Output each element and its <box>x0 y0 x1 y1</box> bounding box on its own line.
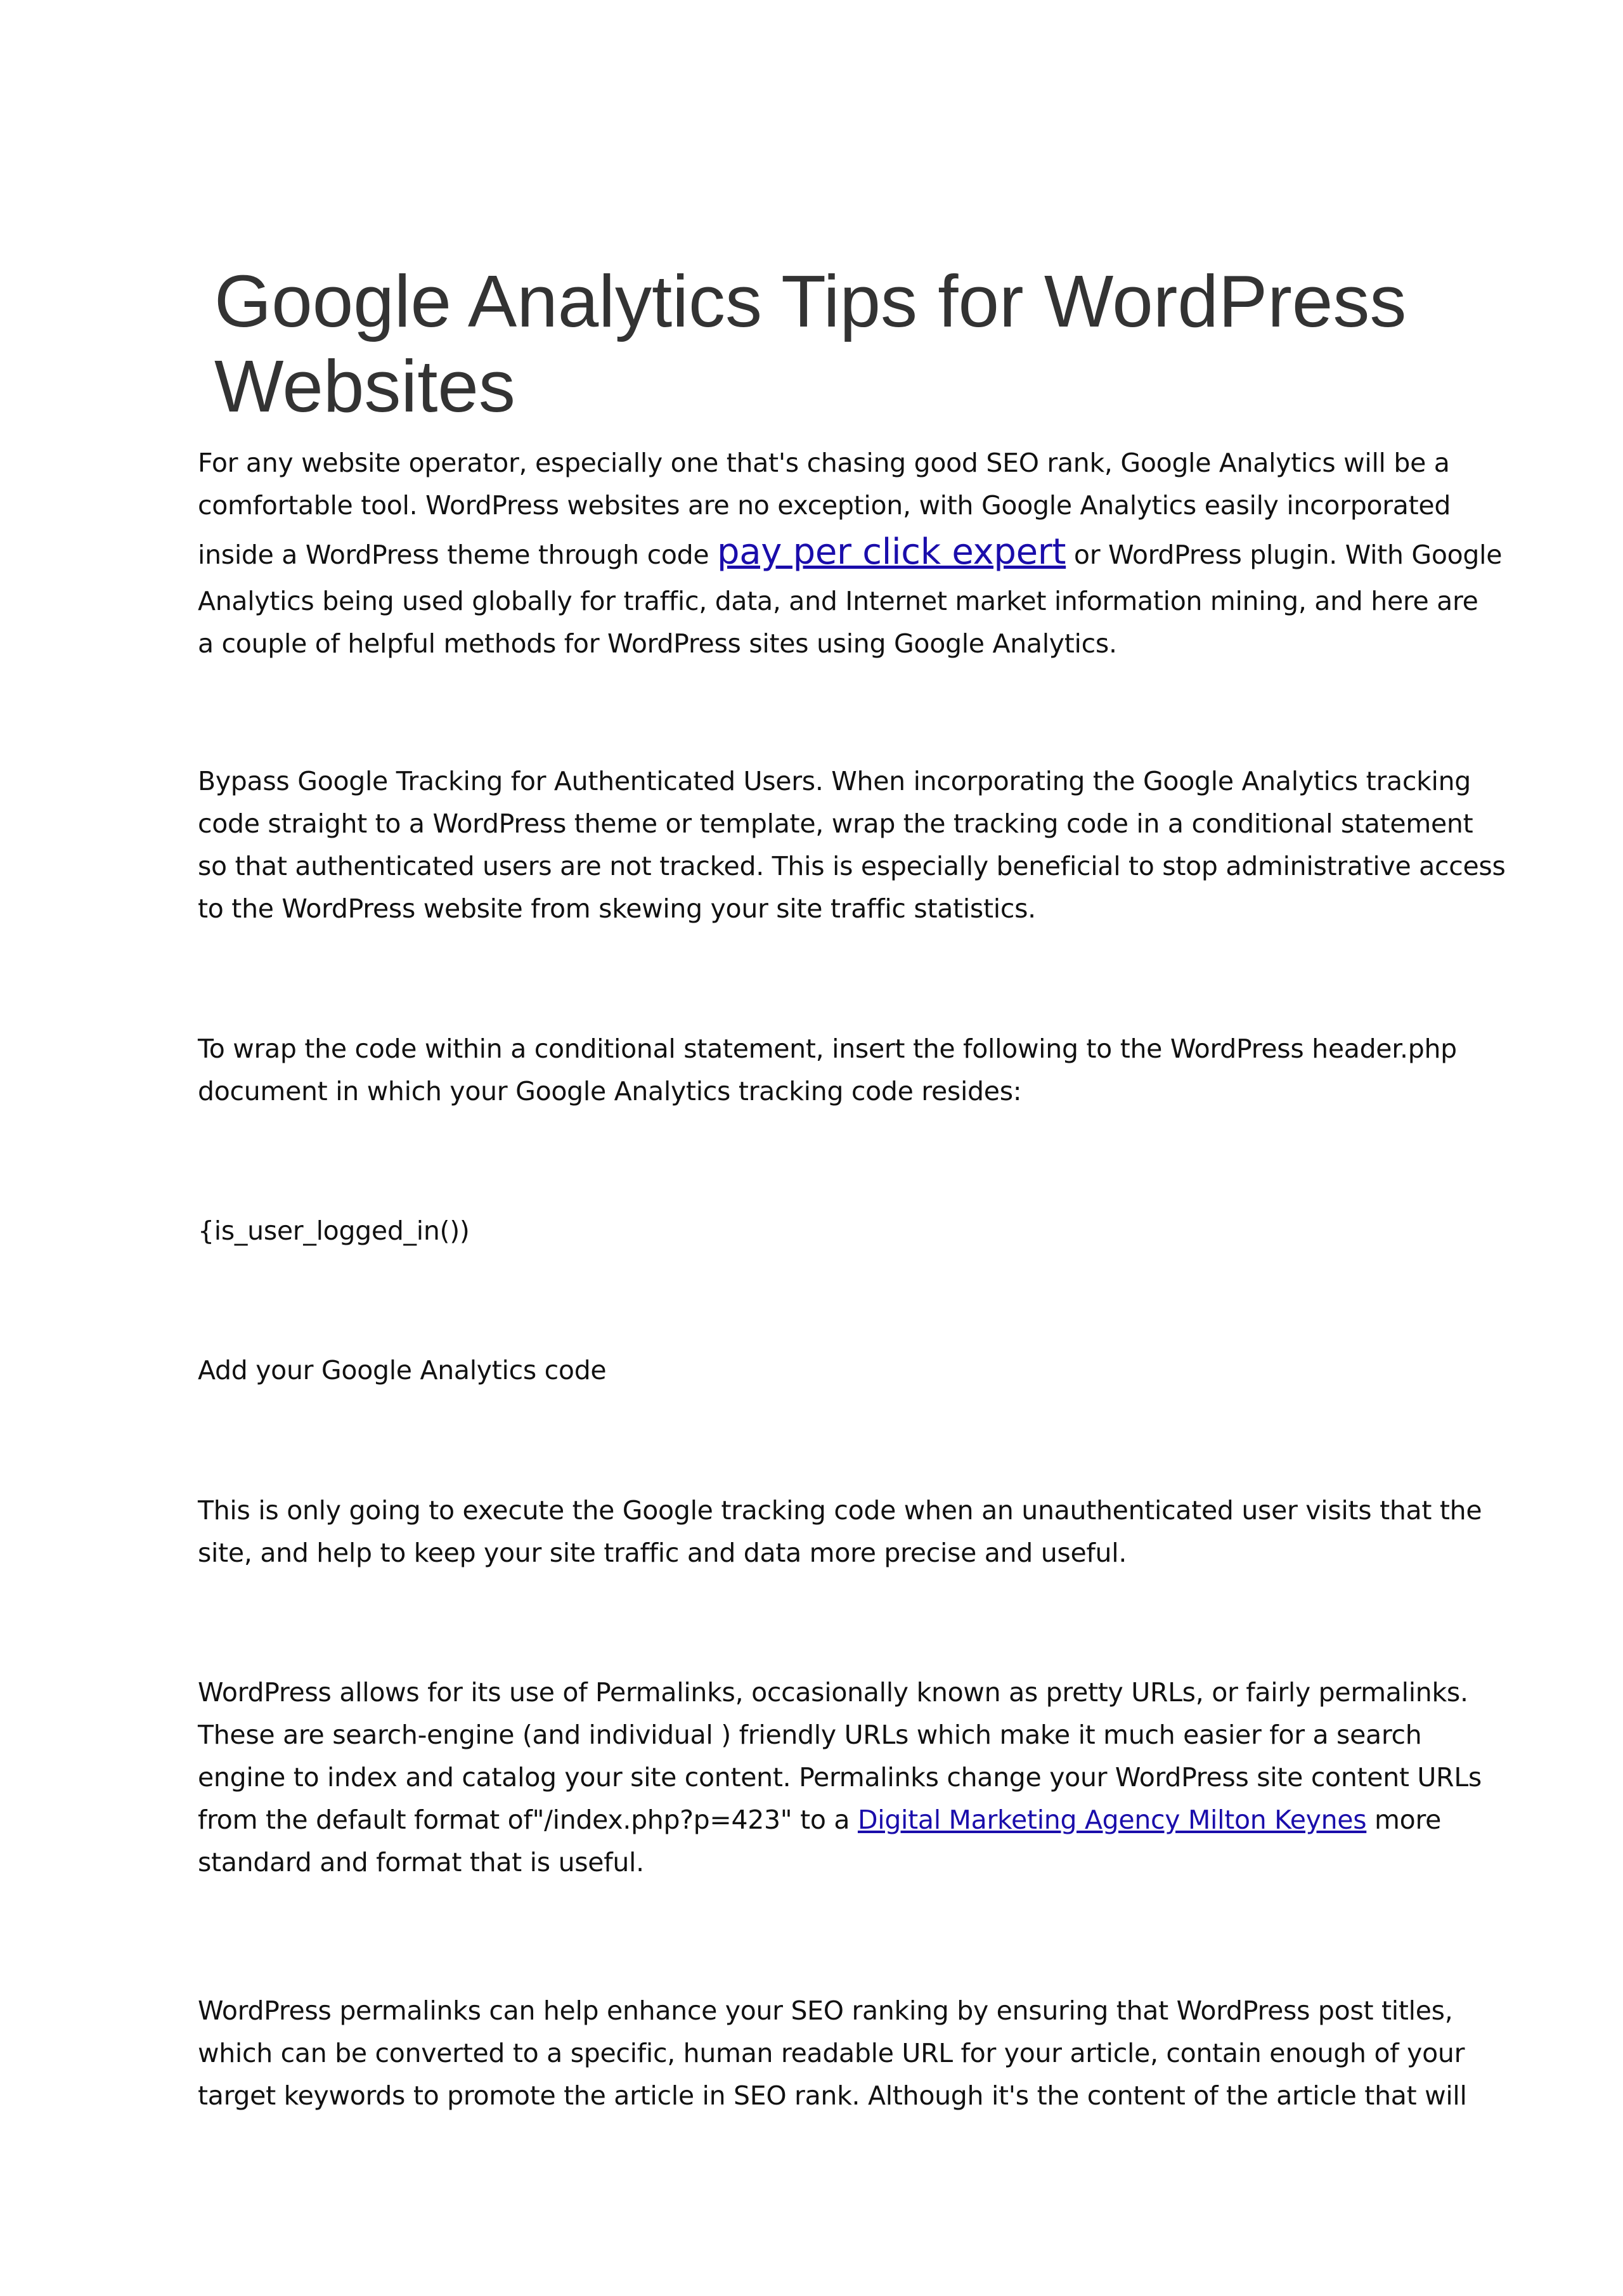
text-segment: from the default format of"/index.php?p=423" to a <box>198 1805 858 1835</box>
text-segment: or WordPress plugin. With Google <box>1066 540 1503 570</box>
paragraph-permalinks-seo <box>198 1990 1467 2117</box>
digital-marketing-agency-link[interactable]: Digital Marketing Agency Milton Keynes <box>857 1805 1367 1835</box>
text-line <box>198 527 1503 580</box>
text-line: {is_user_logged_in()) <box>198 1216 470 1246</box>
text-line: to the WordPress website from skewing your site traffic statistics. <box>198 893 1036 924</box>
text-line: Analytics being used globally for traffic, data, and Internet market information mining, and here are <box>198 586 1478 616</box>
title-line: Websites <box>214 345 515 427</box>
text-segment: inside a WordPress theme through code <box>198 540 718 570</box>
text-line: For any website operator, especially one that's chasing good SEO rank, Google Analytics will be a <box>198 448 1450 478</box>
text-line: comfortable tool. WordPress websites are no exception, with Google Analytics easily incorporated <box>198 490 1451 521</box>
paragraph-execute <box>198 1489 1482 1574</box>
text-line <box>198 1799 1440 1841</box>
text-line: a couple of helpful methods for WordPress sites using Google Analytics. <box>198 628 1117 659</box>
paragraph-code-snippet <box>198 1210 1440 1252</box>
text-line: This is only going to execute the Google tracking code when an unauthenticated user visits that the <box>198 1495 1482 1526</box>
text-line: standard and format that is useful. <box>198 1847 644 1878</box>
text-line: WordPress allows for its use of Permalinks, occasionally known as pretty URLs, or fairly permalinks. <box>198 1677 1468 1708</box>
text-line: site, and help to keep your site traffic and data more precise and useful. <box>198 1538 1127 1568</box>
page-title <box>214 259 1482 429</box>
text-line: These are search-engine (and individual ) friendly URLs which make it much easier for a search <box>198 1720 1422 1750</box>
text-line: which can be converted to a specific, human readable URL for your article, contain enough of your <box>198 2038 1465 2068</box>
text-line: Add your Google Analytics code <box>198 1355 607 1385</box>
text-line: engine to index and catalog your site content. Permalinks change your WordPress site content URLs <box>198 1762 1482 1793</box>
text-line: To wrap the code within a conditional statement, insert the following to the WordPress header.php <box>198 1034 1457 1064</box>
text-line: target keywords to promote the article in SEO rank. Although it's the content of the article that will <box>198 2080 1467 2111</box>
text-line: code straight to a WordPress theme or template, wrap the tracking code in a conditional statement <box>198 808 1473 839</box>
pay-per-click-expert-link[interactable]: pay per click expert <box>717 531 1066 573</box>
paragraph-bypass-tracking <box>198 760 1506 930</box>
text-line: WordPress permalinks can help enhance your SEO ranking by ensuring that WordPress post titles, <box>198 1995 1453 2026</box>
paragraph-add-code <box>198 1349 1440 1392</box>
text-segment: more <box>1366 1805 1442 1835</box>
paragraph-wrap-code <box>198 1028 1457 1113</box>
text-line: document in which your Google Analytics tracking code resides: <box>198 1076 1022 1106</box>
text-line: so that authenticated users are not tracked. This is especially beneficial to stop administrative access <box>198 851 1506 881</box>
text-line: Bypass Google Tracking for Authenticated Users. When incorporating the Google Analytics tracking <box>198 766 1471 796</box>
paragraph-permalinks <box>198 1671 1482 1884</box>
title-line: Google Analytics Tips for WordPress <box>214 260 1407 342</box>
paragraph-intro <box>198 442 1503 665</box>
